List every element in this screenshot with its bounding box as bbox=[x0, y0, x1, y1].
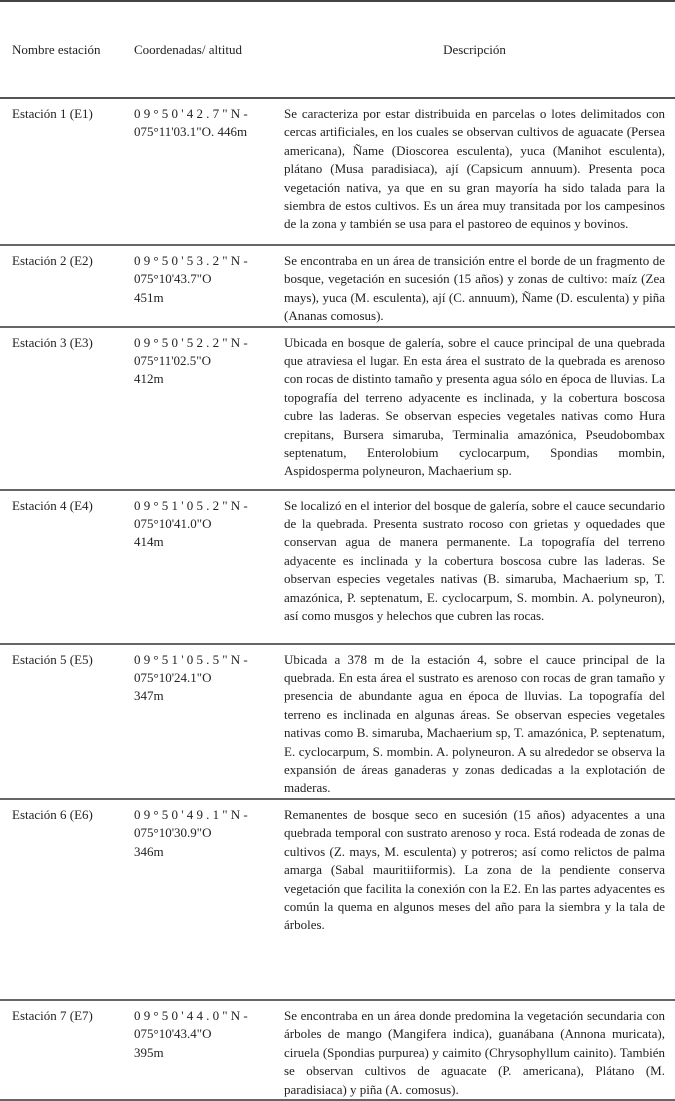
station-coordinates bbox=[134, 328, 284, 389]
station-description: Se encontraba en un área donde predomina la vegetación secundaria con árboles de mango (Mangifera indica), guanábana (Annona muricata), ciruela (Spondias purpurea) y caimito (Chrysophyllum cainito). También se observan cultivos de aguacate (P. americana), Plátano (M. paradisiaca) y piña (A. comosus). bbox=[284, 1007, 665, 1097]
station-name: Estación 2 (E2) bbox=[12, 253, 93, 268]
station-coordinates bbox=[134, 645, 284, 706]
longitude: 075°10'30.9"O bbox=[134, 825, 212, 841]
station-coordinates bbox=[134, 246, 284, 307]
station-description: Ubicada en bosque de galería, sobre el cauce principal de una quebrada que atraviesa el lugar. En esta área el sustrato de la quebrada es arenoso con rocas de distinto tamaño y presenta agua sólo en época de lluvias. La topografía del terreno adyacente es inclinada, y la cobertura boscosa cubre las laderas. Se observan especies vegetales nativas como Hura crepitans, Bursera simaruba, Terminalia amazónica, Pseudobombax septenatum, Enterolobium cyclocarpum, Spondias mombin, Aspidosperma polyneuron, Machaerium sp. bbox=[284, 334, 665, 479]
longitude: 075°11'03.1"O. 446m bbox=[134, 124, 248, 140]
station-coordinates bbox=[134, 491, 284, 552]
altitude: 451m bbox=[134, 289, 164, 305]
table-row bbox=[0, 644, 675, 799]
longitude: 075°11'02.5"O bbox=[134, 353, 212, 369]
altitude: 414m bbox=[134, 534, 164, 550]
station-name: Estación 1 (E1) bbox=[12, 106, 93, 121]
station-name: Estación 5 (E5) bbox=[12, 651, 93, 667]
altitude: 412m bbox=[134, 371, 164, 387]
table-row bbox=[0, 98, 675, 245]
altitude: 395m bbox=[134, 1044, 164, 1060]
station-description: Se encontraba en un área de transición entre el borde de un fragmento de bosque, vegetación en sucesión (15 años) y zonas de cultivo: maíz (Zea mays), yuca (M. esculenta), ají (C. annuum), Ñame (D. esculenta) y piña (Ananas comosus). bbox=[284, 253, 665, 324]
table-row bbox=[0, 799, 675, 1000]
table-row bbox=[0, 490, 675, 644]
header-description: Descripción bbox=[284, 1, 675, 98]
altitude: 346m bbox=[134, 843, 164, 859]
latitude: 09°50'44.0"N- bbox=[134, 1007, 251, 1023]
station-coordinates bbox=[134, 99, 284, 142]
table-header-row bbox=[0, 1, 675, 98]
station-description: Ubicada a 378 m de la estación 4, sobre el cauce principal de la quebrada. En esta área el sustrato es arenoso con rocas de gran tamaño y presencia de abundante agua en época de lluvias. La topografía del terreno es inclinada en algunas áreas. Se observan especies vegetales nativas como B. simaruba, Machaerium sp, T. amazónica, P. septenatum, E. cyclocarpum, S. mombin. A. polyneuron. A su alrededor se observa la expansión de áreas ganaderas y zonas dedicadas a la explotación de maderas. bbox=[284, 651, 665, 796]
header-coordinates: Coordenadas/ altitud bbox=[134, 1, 284, 98]
station-name: Estación 4 (E4) bbox=[12, 497, 93, 513]
longitude: 075°10'41.0"O bbox=[134, 516, 212, 532]
station-coordinates bbox=[134, 1001, 284, 1062]
table-row bbox=[0, 327, 675, 490]
longitude: 075°10'43.4"O bbox=[134, 1026, 212, 1042]
latitude: 09°50'53.2"N- bbox=[134, 253, 251, 268]
station-coordinates bbox=[134, 800, 284, 861]
altitude: 347m bbox=[134, 688, 164, 704]
station-name: Estación 6 (E6) bbox=[12, 806, 93, 822]
station-name: Estación 3 (E3) bbox=[12, 334, 93, 350]
latitude: 09°51'05.2"N- bbox=[134, 497, 251, 513]
table-row bbox=[0, 1000, 675, 1100]
latitude: 09°50'49.1"N- bbox=[134, 806, 251, 822]
longitude: 075°10'43.7"O bbox=[134, 271, 212, 287]
table-row bbox=[0, 245, 675, 327]
latitude: 09°50'42.7"N- bbox=[134, 106, 251, 121]
station-description: Remanentes de bosque seco en sucesión (15 años) adyacentes a una quebrada temporal con sustrato arenoso y roca. Está rodeada de zonas de cultivos (Z. mays, M. esculenta) y potreros; así como relictos de palma amarga (Sabal mauritiiformis). La zona de la pendiente conserva vegetación que facilita la conexión con la E2. En las partes adyacentes es común la quema en algunos meses del año para la siembra y la tala de árboles. bbox=[284, 806, 665, 933]
header-station-name: Nombre estación bbox=[0, 1, 134, 98]
latitude: 09°50'52.2"N- bbox=[134, 334, 251, 350]
station-description: Se caracteriza por estar distribuida en parcelas o lotes delimitados con cercas artificiales, en los cuales se observan cultivos de aguacate (Persea americana), Ñame (Dioscorea esculenta), yuca (Manihot esculenta), plátano (Musa paradisiaca), ají (Capsicum annuum). Presenta poca vegetación nativa, ya que en su gran mayoría ha sido talada para la siembra de estos cultivos. Es un área muy transitada por los campesinos de la zona y también se usa para el pastoreo de equinos y bovinos. bbox=[284, 106, 665, 232]
station-name: Estación 7 (E7) bbox=[12, 1007, 93, 1023]
longitude: 075°10'24.1"O bbox=[134, 670, 212, 686]
station-description: Se localizó en el interior del bosque de galería, sobre el cauce secundario de la quebrada. Presenta sustrato rocoso con grietas y oquedades que conservan agua de manera permanente. La topografía del terreno adyacente es inclinada y la cobertura boscosa cubre las laderas. Se observan especies vegetales nativas (B. simaruba, Machaerium sp, T. amazónica, P. septenatum, E. cyclocarpum, S. mombin. A. polyneuron), así como musgos y helechos que cubren las rocas. bbox=[284, 497, 665, 624]
latitude: 09°51'05.5"N- bbox=[134, 651, 251, 667]
